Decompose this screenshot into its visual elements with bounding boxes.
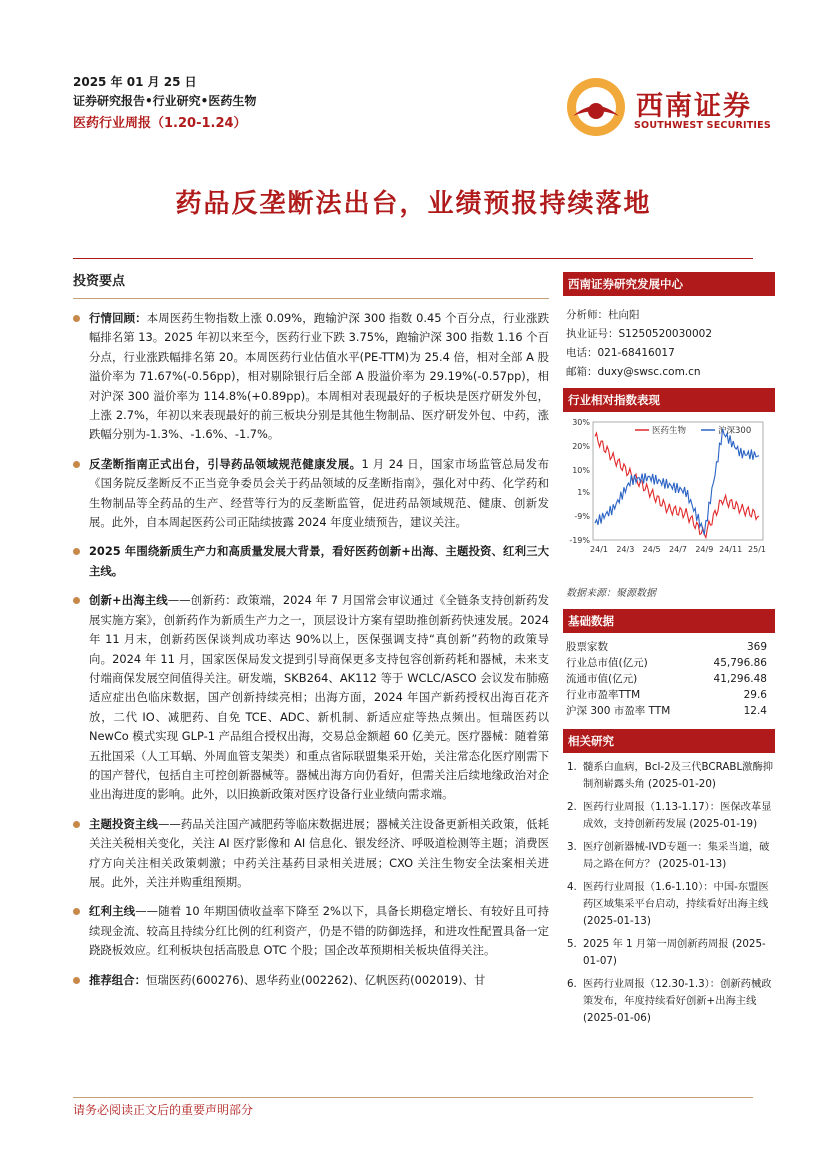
row-value: 29.6 — [743, 689, 767, 701]
bullet-dot-icon — [73, 315, 80, 322]
bullet-text: ——创新药：政策端，2024 年 7 月国常会审议通过《全链条支持创新药发展实施方案》，创新药作为新质生产力之一，顶层设计方案有望助推创新药快速发展。2024 年 11 月末，创新药医保谈判成功率达 90%以上，医保强调支持“真创新”药物的政策导向。2024 年 11 月，国家医保局发文提到引导商保更多支持包容创新药耗和器械，未来支付端商保发展空间值得关注。研发端，SKB264、AK112 等于 WCLC/ASCO 会议发布肺癌适应症出色临床数据，国产创新持续亮相；出海方面，2024 年国产新药授权出海百花齐放，二代 IO、减肥药、自免 TCE、ADC、新机制、新适应症等热点频出。恒瑞医药以 NewCo 模式实现 GLP-1 产品组合授权出海，交易总金额超 60 亿美元。医疗器械：随着第五批国采（人工耳蜗、外周血管支架类）和重点省际联盟集采开始，关注常态化医疗刚需下的国产替代，包括自主可控创新器械等。器械出海方向仍看好，但需关注后续地缘政治对企业出海进度的影响。此外，以旧换新政策对医疗设备行业业绩向需求端。 — [89, 593, 549, 802]
table-row — [563, 671, 775, 687]
bullet-lead: 行情回顾： — [89, 311, 147, 325]
analyst-name: 杜向阳 — [608, 309, 640, 321]
bullet-dot-icon — [73, 597, 80, 604]
series-line-hs300 — [595, 429, 759, 535]
related-research-heading: 相关研究 — [563, 729, 775, 753]
bullet-dot-icon — [73, 908, 80, 915]
weekly-label: 医药行业周报（1.20-1.24） — [73, 116, 247, 131]
item-number: 6. — [567, 978, 577, 990]
list-item[interactable] — [565, 976, 775, 1027]
item-number: 1. — [567, 761, 577, 773]
y-tick-label: 30% — [572, 418, 590, 427]
cert-label: 执业证号： — [566, 328, 619, 340]
phone-row — [566, 344, 772, 363]
row-label: 沪深 300 市盈率 TTM — [566, 705, 671, 717]
item-text: 2025 年 1 月第一周创新药周报 (2025-01-07) — [583, 938, 766, 967]
index-chart-heading: 行业相对指数表现 — [563, 388, 775, 412]
footer-disclaimer: 请务必阅读正文后的重要声明部分 — [73, 1103, 254, 1117]
row-label: 行业总市值(亿元) — [566, 657, 648, 669]
y-tick-label: -19% — [569, 536, 590, 545]
plot-frame — [593, 422, 763, 540]
row-label: 行业市盈率TTM — [566, 689, 641, 701]
analyst-info — [563, 296, 775, 388]
analyst-row — [566, 306, 772, 325]
bullet-dot-icon — [73, 821, 80, 828]
bullet-lead: 创新+出海主线 — [89, 593, 168, 608]
bullet-text: 恒瑞医药(600276)、恩华药业(002262)、亿帆医药(002019)、甘 — [145, 972, 486, 987]
bullet-text: 1 月 24 日，国家市场监管总局发布《国务院反垄断反不正当竞争委员会关于药品领域的反垄断指南》，强化对中药、化学药和生物制品等全药品的生产、经营等行为的反垄断监管，促进药品领域规范、健康、创新发展。此外，自本周起医药公司正陆续披露 2024 年度业绩预告，建议关注。 — [89, 456, 549, 530]
bullet-dot-icon — [73, 548, 80, 555]
list-item[interactable] — [565, 839, 775, 873]
bullet-dot-icon — [73, 461, 80, 468]
section-divider — [73, 298, 549, 299]
basic-data-heading: 基础数据 — [563, 609, 775, 633]
logo-name-en: SOUTHWEST SECURITIES — [634, 120, 771, 131]
bullet-lead: 2025 年围绕新质生产力和高质量发展大背景，看好医药创新+出海、主题投资、红利三大主线。 — [89, 544, 549, 578]
list-item[interactable] — [565, 799, 775, 833]
item-number: 4. — [567, 881, 577, 893]
bullet-portfolio — [73, 971, 549, 990]
email-address: duxy@swsc.com.cn — [597, 366, 701, 378]
bullet-antitrust — [73, 455, 549, 533]
bullet-innovation — [73, 591, 549, 804]
item-number: 5. — [567, 938, 577, 950]
x-tick-label: 24/5 — [642, 545, 661, 554]
cert-number: S1250520030002 — [618, 328, 713, 340]
index-chart — [563, 412, 775, 582]
item-number: 2. — [567, 801, 577, 813]
bullet-market-review — [73, 309, 549, 445]
logo-name-cn: 西南证券 — [636, 91, 752, 122]
phone-number: 021-68416017 — [597, 347, 675, 359]
bullet-dividend — [73, 902, 549, 960]
row-value: 41,296.48 — [713, 673, 767, 685]
bullet-text: ——随着 10 年期国债收益率下降至 2%以下，具备长期稳定增长、有较好且可持续现金流、较高且持续分红比例的红利资产，仍是不错的防御选择，和进攻性配置具备一定跷跷板效应。红利板块包括高股息 OTC 个股；国企改革预期相关板块值得关注。 — [89, 904, 549, 958]
row-value: 45,796.86 — [713, 657, 767, 669]
company-logo — [563, 72, 773, 142]
chart-source: 数据来源：聚源数据 — [566, 588, 656, 599]
bullet-lead: 红利主线 — [89, 904, 136, 919]
table-row — [563, 639, 775, 655]
bullet-lead: 推荐组合： — [89, 972, 146, 987]
bullet-lead: 主题投资主线 — [89, 816, 159, 831]
item-text: 医药行业周报（12.30-1.3）：创新药械政策发布，年度持续看好创新+出海主线 (2025-01-06) — [583, 978, 772, 1024]
item-text: 医疗创新器械-IVD专题一：集采当道，破局之路在何方？ (2025-01-13) — [583, 841, 770, 870]
bullet-theme-investing — [73, 815, 549, 893]
research-center-heading: 西南证券研究发展中心 — [563, 272, 775, 296]
email-label: 邮箱： — [566, 366, 598, 378]
bullet-text: 本周医药生物指数上涨 0.09%，跑输沪深 300 指数 0.45 个百分点，行业涨跌幅排名第 13。2025 年初以来至今，医药行业下跌 3.75%，跑输沪深 300 指数 1.16 个百分点，行业涨跌幅排名第 20。本周医药行业估值水平(PE-TTM)为 25.4 倍，相对全部 A 股溢价率为 71.67%(-0.56pp)，相对剔除银行后全部 A 股溢价率为 29.19%(-0.57pp)，相对沪深 300 溢价率为 114.8%(+0.89pp)。本周相对表现最好的子板块是医疗研发外包，上涨 2.7%，年初以来表现最好的前三板块分别是其他生物制品、医疗研发外包、中药，涨跌幅分别为-1.3%、-1.6%、-1.7%。 — [89, 311, 549, 442]
x-tick-label: 24/3 — [616, 545, 635, 554]
y-tick-label: 10% — [572, 466, 590, 476]
row-label: 流通市值(亿元) — [566, 673, 638, 685]
x-tick-label: 24/7 — [669, 545, 687, 554]
basic-data-table — [563, 639, 775, 719]
row-label: 股票家数 — [566, 641, 608, 653]
logo-emblem-icon — [565, 76, 627, 138]
item-text: 医药行业周报（1.13-1.17）：医保改革显成效，支持创新药发展 (2025-01-19) — [583, 801, 772, 830]
phone-label: 电话： — [566, 347, 598, 359]
report-title: 药品反垄断法出台，业绩预报持续落地 — [175, 189, 652, 219]
footer-divider — [73, 1097, 753, 1098]
row-value: 369 — [746, 641, 767, 653]
index-line-chart — [563, 412, 775, 582]
y-tick-label: 1% — [577, 487, 590, 497]
investment-points-heading: 投资要点 — [73, 274, 126, 289]
sidebar — [563, 272, 775, 1033]
investment-points — [73, 270, 549, 1000]
item-number: 3. — [567, 841, 577, 853]
x-tick-label: 24/1 — [590, 545, 608, 554]
cert-row — [566, 325, 772, 344]
legend-label: 医药生物 — [652, 426, 687, 436]
bullet-text: ——药品关注国产减肥药等临床数据进展；器械关注设备更新相关政策，低耗关注关税相关变化，关注 AI 医疗影像和 AI 信息化、银发经济、呼吸道检测等主题；消费医疗方向关注相关政策刺激；中药关注基药目录相关进展；CXO 关注生物安全法案相关进展。此外，关注并购重组预期。 — [89, 816, 549, 889]
x-tick-label: 24/9 — [695, 545, 714, 554]
x-tick-label: 24/11 — [719, 545, 743, 554]
list-item[interactable] — [565, 879, 775, 930]
table-row — [563, 655, 775, 671]
table-row — [563, 703, 775, 719]
bullet-three-themes — [73, 542, 549, 581]
related-research-list — [563, 759, 775, 1027]
bullet-lead: 反垄断指南正式出台，引导药品领域规范健康发展。 — [89, 456, 362, 471]
x-tick-label: 25/1 — [748, 545, 766, 554]
table-row — [563, 687, 775, 703]
report-date: 2025 年 01 月 25 日 — [73, 75, 197, 89]
title-divider — [73, 258, 753, 259]
list-item[interactable] — [565, 936, 775, 970]
list-item[interactable] — [565, 759, 775, 793]
bullet-dot-icon — [73, 977, 80, 984]
y-tick-label: 20% — [572, 442, 590, 452]
item-text: 医药行业周报（1.6-1.10）：中国-东盟医药区域集采平台启动，持续看好出海主线 (2025-01-13) — [583, 881, 769, 927]
row-value: 12.4 — [743, 705, 767, 717]
y-tick-label: -9% — [574, 511, 590, 521]
analyst-label: 分析师： — [566, 309, 608, 321]
report-type: 证券研究报告•行业研究•医药生物 — [73, 94, 257, 108]
item-text: 髓系白血病，Bcl-2及三代BCRABL激酶抑制剂崭露头角 (2025-01-20) — [583, 761, 774, 790]
legend-label: 沪深300 — [718, 426, 752, 436]
email-row — [566, 363, 772, 382]
